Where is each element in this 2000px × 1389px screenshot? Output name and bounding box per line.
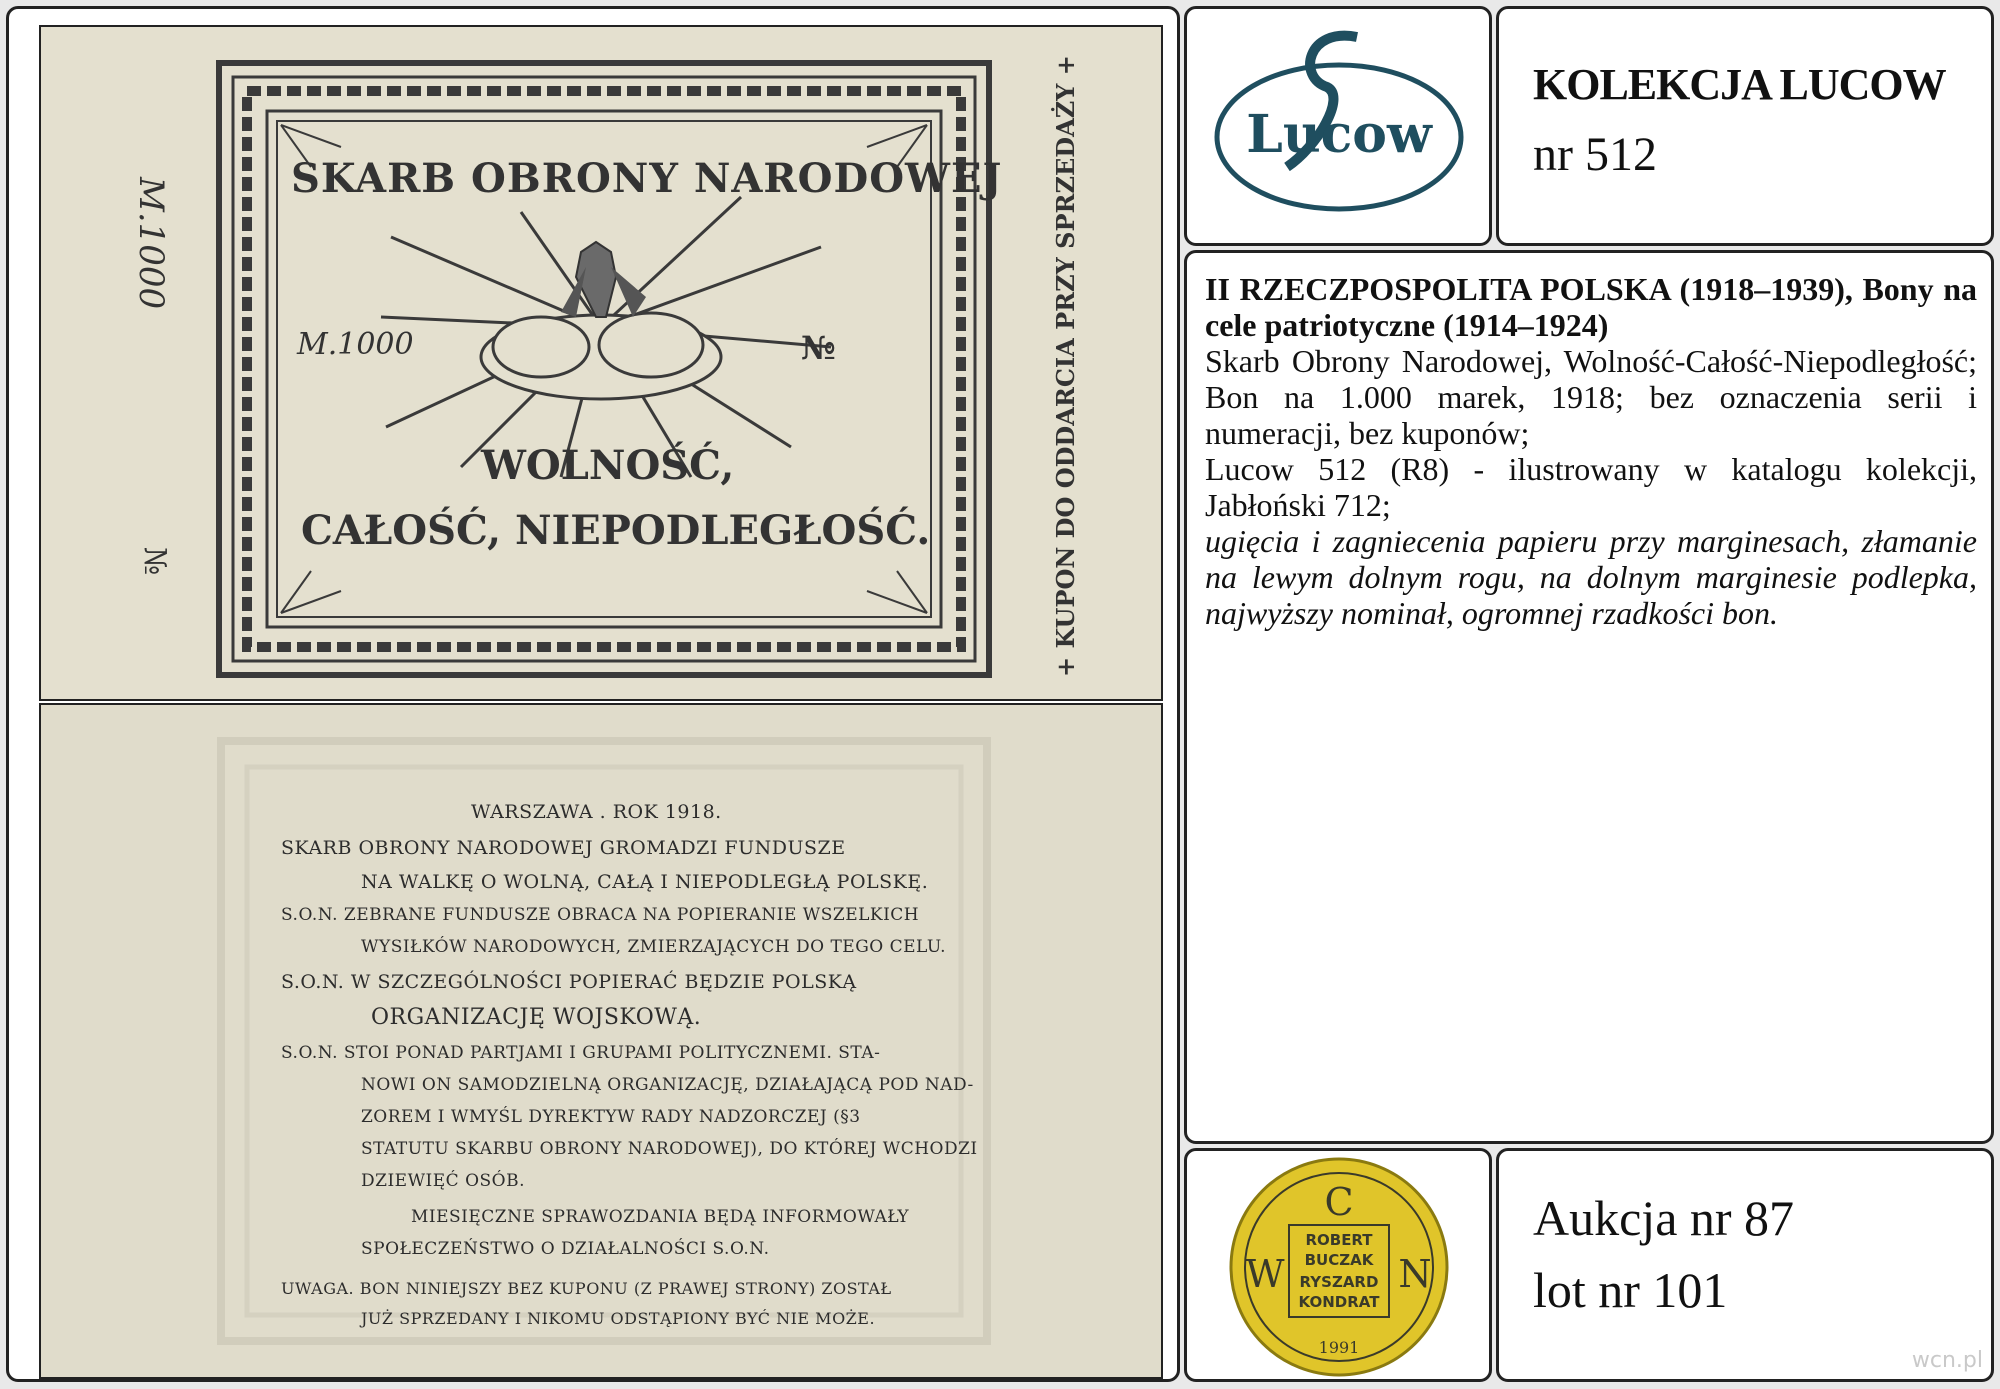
back-line: WYSIŁKÓW NARODOWYCH, ZMIERZAJĄCYCH DO TEGO CELU. xyxy=(361,937,947,957)
seal-right-letter: N xyxy=(1398,1252,1432,1296)
front-coupon-text: + KUPON DO ODDARCIA PRZY SPRZEDAŻY + xyxy=(1051,55,1080,677)
back-line: NOWI ON SAMODZIELNĄ ORGANIZACJĘ, DZIAŁAJĄCĄ POD NAD- xyxy=(361,1075,974,1095)
description-body-1: Skarb Obrony Narodowej, Wolność-Całość-Niepodległość; Bon na 1.000 marek, 1918; bez oznaczenia serii i numeracji, bez kuponów; xyxy=(1205,343,1977,451)
banknote-front xyxy=(39,25,1163,701)
auction-house-seal xyxy=(1227,1155,1451,1379)
seal-year: 1991 xyxy=(1318,1338,1360,1357)
lot-description-panel xyxy=(1184,250,1994,1144)
banknote-back xyxy=(39,703,1163,1379)
back-line: STATUTU SKARBU OBRONY NARODOWEJ), DO KTÓREJ WCHODZI xyxy=(361,1139,978,1159)
watermark-text: wcn.pl xyxy=(1911,1348,1983,1373)
auction-number: Aukcja nr 87 xyxy=(1533,1190,1795,1246)
front-header: SKARB OBRONY NARODOWEJ xyxy=(291,155,1003,202)
front-border-ornament xyxy=(41,27,1161,699)
seal-line-4: KONDRAT xyxy=(1298,1293,1380,1311)
front-value-vertical: M.1000 xyxy=(131,177,171,310)
description-heading: II RZECZPOSPOLITA POLSKA (1918–1939), Bony na cele patriotyczne (1914–1924) xyxy=(1205,271,1977,343)
description-body-2: Lucow 512 (R8) - ilustrowany w katalogu kolekcji, Jabłoński 712; xyxy=(1205,451,1977,523)
back-line: SPOŁECZEŃSTWO O DZIAŁALNOŚCI S.O.N. xyxy=(361,1239,770,1259)
front-motto-line2: CAŁOŚĆ, NIEPODLEGŁOŚĆ. xyxy=(301,507,931,554)
back-line: S.O.N. ZEBRANE FUNDUSZE OBRACA NA POPIERANIE WSZELKICH xyxy=(281,905,920,925)
description-condition: ugięcia i zagniecenia papieru przy marginesach, złamanie na lewym dolnym rogu, na dolnym marginesie podlepka, najwyższy nominał, ogromnej rzadkości bon. xyxy=(1205,523,1977,631)
auction-house-seal-panel xyxy=(1184,1148,1492,1382)
back-line: UWAGA. BON NINIEJSZY BEZ KUPONU (Z PRAWEJ STRONY) ZOSTAŁ xyxy=(281,1279,892,1298)
back-line: DZIEWIĘĆ OSÓB. xyxy=(361,1171,525,1191)
seal-line-2: BUCZAK xyxy=(1304,1251,1374,1269)
seal-line-1: ROBERT xyxy=(1305,1231,1373,1249)
banknote-image-panel xyxy=(6,6,1180,1382)
collection-title-panel xyxy=(1496,6,1994,246)
auction-info-panel xyxy=(1496,1148,1994,1382)
back-line: WARSZAWA . ROK 1918. xyxy=(471,801,722,823)
back-line: S.O.N. W SZCZEGÓLNOŚCI POPIERAĆ BĘDZIE POLSKĄ xyxy=(281,971,857,993)
collection-name: KOLEKCJA LUCOW xyxy=(1533,60,1946,109)
lot-description xyxy=(1205,271,1977,631)
front-value-center: M.1000 xyxy=(297,327,414,362)
logo-letters: Lucow xyxy=(1246,104,1432,165)
front-number-left: № xyxy=(137,547,172,576)
back-line: JUŻ SPRZEDANY I NIKOMU ODSTĄPIONY BYĆ NIE MOŻE. xyxy=(361,1309,876,1328)
seal-top-letter: C xyxy=(1324,1180,1354,1224)
lucow-logo xyxy=(1207,17,1469,237)
seal-line-3: RYSZARD xyxy=(1299,1273,1379,1291)
back-line: ORGANIZACJĘ WOJSKOWĄ. xyxy=(371,1005,702,1030)
back-line: SKARB OBRONY NARODOWEJ GROMADZI FUNDUSZE xyxy=(281,837,846,859)
back-line: MIESIĘCZNE SPRAWOZDANIA BĘDĄ INFORMOWAŁY xyxy=(411,1207,910,1227)
seal-left-letter: W xyxy=(1245,1252,1285,1296)
lucow-logo-panel xyxy=(1184,6,1492,246)
lot-number: lot nr 101 xyxy=(1533,1262,1728,1318)
front-motto-line1: WOLNOŚĆ, xyxy=(481,442,735,489)
back-line: ZOREM I WMYŚL DYREKTYW RADY NADZORCZEJ (§3 xyxy=(361,1107,861,1127)
back-line: NA WALKĘ O WOLNĄ, CAŁĄ I NIEPODLEGŁĄ POLSKĘ. xyxy=(361,871,929,893)
collection-number: nr 512 xyxy=(1533,128,1657,181)
front-number-symbol: № xyxy=(801,329,836,367)
back-line: S.O.N. STOI PONAD PARTJAMI I GRUPAMI POLITYCZNEMI. STA- xyxy=(281,1043,881,1063)
